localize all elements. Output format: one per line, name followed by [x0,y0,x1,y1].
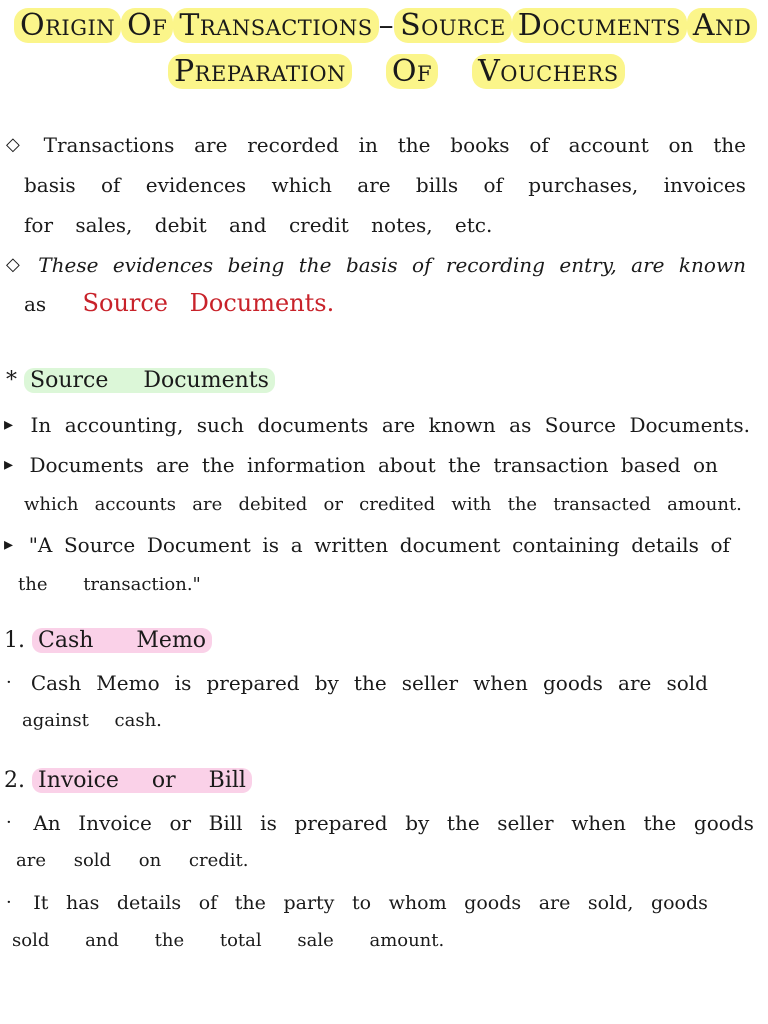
word: the [234,892,266,914]
word: of [483,173,503,197]
word: on [693,453,718,477]
word: being [227,253,285,277]
word: amount. [667,494,742,515]
source-bullet-2-line-1 [0,450,768,480]
word: are [381,413,416,437]
word: which [24,494,79,515]
source-bullet-3-line-2: the transaction." [18,574,201,595]
word: Transactions [43,133,175,157]
title-word: Of [386,54,438,89]
intro-p1-line-3: for sales, debit and credit notes, etc. [24,213,493,237]
cash-memo-title: Cash Memo [32,628,212,653]
word: are [631,253,665,277]
intro-p2-line-1 [0,250,768,280]
word: party [283,892,335,914]
word: which [271,173,332,197]
title-word: Preparation [168,54,352,89]
word: in [358,133,378,157]
word: Bill [208,811,243,835]
intro-as-text: as [24,292,47,316]
word: bills [415,173,459,197]
word: to [351,892,372,914]
word: goods [542,671,603,695]
word: containing [512,533,620,557]
word: basis [345,253,398,277]
word: of [412,253,432,277]
source-documents-heading [0,366,768,396]
word: when [571,811,626,835]
word: recording [445,253,545,277]
word: of [198,892,218,914]
source-bullet-1 [0,410,768,440]
word: is [260,811,277,835]
word: entry, [559,253,617,277]
word: goods [464,892,522,914]
bullet-symbol: ▸ [4,534,14,555]
page-title-line-2 [0,54,768,89]
word: It [33,892,49,914]
word: on [668,133,694,157]
word: the [446,811,480,835]
word: the [353,671,387,695]
word: are [194,133,228,157]
word: the [298,253,332,277]
bullet-symbol: ◇ [6,254,20,275]
word: has [66,892,100,914]
word: is [262,533,280,557]
bullet-symbol: · [6,892,12,913]
intro-p1-line-2 [0,170,768,200]
invoice-bullet-1-line-2: are sold on credit. [16,850,249,871]
title-word: Origin [14,8,121,43]
word: "A [28,533,53,557]
word: sold [666,671,708,695]
invoice-number: 2. [4,768,25,793]
word: whom [388,892,447,914]
word: the [397,133,431,157]
cash-memo-heading [0,626,768,656]
word: by [314,671,339,695]
word: goods [693,811,754,835]
title-word: And [687,8,757,43]
heading-marker: * [6,368,17,393]
word: sold, [587,892,634,914]
word: invoices [663,173,746,197]
word: purchases, [528,173,639,197]
word: details [631,533,699,557]
word: prepared [294,811,388,835]
title-word: – [378,8,395,43]
word: of [100,173,121,197]
title-word: Documents [512,8,687,43]
word: evidences [145,173,247,197]
word: of [710,533,730,557]
word: debited [238,494,308,515]
word: document [399,533,501,557]
word: account [568,133,649,157]
cash-memo-number: 1. [4,628,25,653]
word: seller [401,671,459,695]
word: a [290,533,303,557]
word: is [174,671,192,695]
word: transacted [553,494,651,515]
word: known [428,413,496,437]
word: when [473,671,528,695]
word: the [201,453,235,477]
intro-p2-line-2 [0,288,768,319]
word: goods [650,892,708,914]
word: about [378,453,436,477]
title-word: Transactions [173,8,378,43]
word: the [643,811,677,835]
source-bullet-3-line-1 [0,530,768,560]
word: credited [359,494,436,515]
word: Source [544,413,617,437]
word: books [450,133,510,157]
cash-memo-line-1 [0,668,768,698]
word: recorded [247,133,339,157]
bullet-symbol: ◇ [6,134,20,155]
word: basis [24,173,76,197]
word: Documents. [629,413,750,437]
word: the [507,494,538,515]
invoice-bullet-2-line-1 [0,888,768,918]
word: These [38,253,99,277]
word: or [169,811,192,835]
word: accounts [94,494,177,515]
word: written [314,533,389,557]
source-documents-emphasis: Source Documents. [82,289,335,317]
word: such [196,413,245,437]
word: Memo [96,671,160,695]
word: the [713,133,746,157]
page-title-line-1 [0,8,768,43]
word: Documents [29,453,144,477]
word: transaction [493,453,609,477]
title-word: Of [121,8,173,43]
word: Invoice [78,811,152,835]
word: An [33,811,61,835]
word: Document [146,533,251,557]
word: based [620,453,681,477]
source-documents-title: Source Documents [24,368,275,393]
bullet-symbol: · [6,672,12,693]
invoice-bullet-1-line-1 [0,808,768,838]
word: or [323,494,343,515]
invoice-heading [0,766,768,796]
word: Source [63,533,136,557]
word: prepared [206,671,300,695]
word: are [192,494,223,515]
bullet-symbol: · [6,812,12,833]
word: of [529,133,549,157]
word: the [448,453,481,477]
title-word: Vouchers [472,54,625,89]
word: by [405,811,430,835]
word: documents [257,413,369,437]
word: are [156,453,190,477]
cash-memo-line-2: against cash. [22,710,162,731]
invoice-title: Invoice or Bill [32,768,252,793]
word: evidences [112,253,214,277]
word: with [451,494,492,515]
word: are [538,892,571,914]
word: information [247,453,366,477]
intro-p1-line-1 [0,130,768,160]
word: In [30,413,52,437]
bullet-symbol: ▸ [4,414,14,435]
bullet-symbol: ▸ [4,454,14,475]
word: are [618,671,652,695]
word: as [509,413,532,437]
word: are [357,173,391,197]
word: Cash [30,671,82,695]
source-bullet-2-line-2 [0,490,768,520]
title-word: Source [394,8,512,43]
word: details [116,892,182,914]
word: known [678,253,746,277]
word: seller [497,811,554,835]
word: accounting, [64,413,184,437]
invoice-bullet-2-line-2: sold and the total sale amount. [12,930,445,951]
